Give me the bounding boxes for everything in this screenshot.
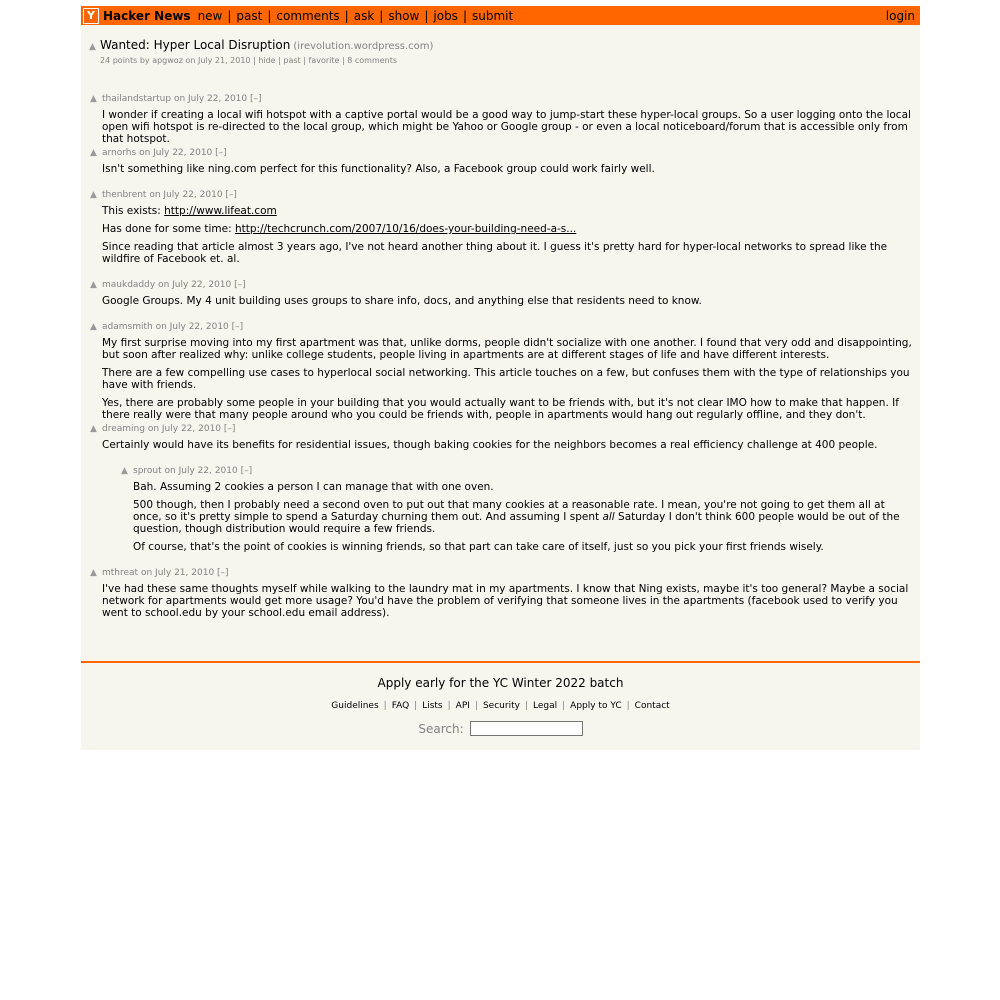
collapse-toggle[interactable]: [–]: [215, 148, 227, 158]
footer-separator: |: [626, 701, 630, 711]
search-label: Search:: [418, 721, 464, 736]
collapse-toggle[interactable]: [–]: [231, 322, 244, 332]
comment-text: [102, 205, 916, 217]
header-bar: [81, 6, 920, 25]
footer-link-guidelines[interactable]: Guidelines: [331, 701, 379, 711]
comment-header: [90, 322, 916, 332]
y-logo-icon[interactable]: Y: [83, 8, 99, 24]
footer-link-faq[interactable]: FAQ: [391, 701, 410, 711]
comment-time-link[interactable]: on July 22, 2010: [139, 148, 213, 158]
comment-text: I wonder if creating a local wifi hotspot with a captive portal would be a good way to jump-start these hyper-local groups. So a user logging onto the local open wifi hotspot is re-directed to the local group, which might be Yahoo or Google group - or even a local noticeboard/forum that is accessible only from that hotspot.: [102, 109, 911, 145]
nav-comments[interactable]: comments: [276, 8, 340, 23]
comment-user-link[interactable]: dreaming: [102, 424, 145, 434]
upvote-arrow-icon[interactable]: ▲: [90, 94, 97, 104]
comment-text: My first surprise moving into my first apartment was that, unlike dorms, people didn't socialize with one another. I found that very odd and disappointing, but soon after realized why: unlike college students, people living in apartments are at different stages of life and have different interests.: [102, 337, 912, 361]
story-comments-link[interactable]: 8 comments: [347, 56, 398, 65]
comment-user-link[interactable]: arnorhs: [102, 148, 137, 158]
comment-time-link[interactable]: on July 22, 2010: [147, 424, 222, 434]
footer: [81, 661, 920, 736]
comment-reply: [121, 466, 916, 559]
footer-link-legal[interactable]: Legal: [532, 701, 558, 711]
nav-separator: |: [424, 8, 429, 23]
comment-time-link[interactable]: on July 22, 2010: [149, 190, 223, 200]
comment-text: Google Groups. My 4 unit building uses groups to share info, docs, and anything else that residents need to know.: [102, 295, 702, 307]
footer-links: [81, 701, 920, 711]
comment-user-link[interactable]: thenbrent: [102, 190, 147, 200]
story-past-link[interactable]: past: [283, 56, 301, 65]
comment-header: [90, 424, 916, 434]
footer-separator: |: [562, 701, 566, 711]
subtext-separator: |: [341, 56, 345, 65]
upvote-arrow-icon[interactable]: ▲: [89, 42, 96, 52]
story-title-link[interactable]: Wanted: Hyper Local Disruption: [100, 38, 291, 52]
collapse-toggle[interactable]: [–]: [225, 190, 237, 200]
search-row: [81, 721, 920, 736]
comment: [90, 424, 916, 457]
comment: [90, 322, 916, 427]
footer-link-api[interactable]: API: [455, 701, 470, 711]
comment-user-link[interactable]: sprout: [133, 466, 162, 476]
comment-body: [102, 163, 916, 175]
subtext-separator: |: [278, 56, 281, 65]
comment-body: [102, 205, 916, 265]
nav-jobs[interactable]: jobs: [433, 8, 458, 23]
footer-separator: |: [524, 701, 528, 711]
comment-body: [102, 295, 916, 307]
external-link[interactable]: http://techcrunch.com/2007/10/16/does-your-building-need-a-s...: [234, 223, 577, 235]
collapse-toggle[interactable]: [–]: [234, 280, 246, 290]
comment-header: [90, 94, 916, 104]
comment-text: Isn't something like ning.com perfect for this functionality? Also, a Facebook group could work fairly well.: [102, 163, 655, 175]
subtext-separator: |: [253, 56, 256, 65]
nav-separator: |: [344, 8, 349, 23]
upvote-arrow-icon[interactable]: ▲: [90, 148, 97, 158]
nav-separator: |: [462, 8, 467, 23]
comment-text: Certainly would have its benefits for residential issues, though baking cookies for the neighbors becomes a real efficiency challenge at 400 people.: [102, 439, 878, 451]
yc-apply-link[interactable]: Apply early for the YC Winter 2022 batch: [377, 676, 624, 690]
comment-time-link[interactable]: on July 22, 2010: [173, 94, 248, 104]
footer-link-lists[interactable]: Lists: [422, 701, 443, 711]
footer-separator: |: [383, 701, 387, 711]
comment-user-link[interactable]: thailandstartup: [102, 94, 172, 104]
collapse-toggle[interactable]: [–]: [223, 424, 236, 434]
comment-time-link[interactable]: on July 22, 2010: [164, 466, 238, 476]
nav-new[interactable]: new: [197, 8, 223, 23]
upvote-arrow-icon[interactable]: ▲: [90, 322, 97, 332]
comment-time-link[interactable]: on July 21, 2010: [140, 568, 215, 578]
external-link[interactable]: http://www.lifeat.com: [164, 205, 277, 217]
login-link[interactable]: login: [885, 9, 915, 23]
comment-text: I've had these same thoughts myself while walking to the laundry mat in my apartments. I know that Ning exists, maybe it's too general? Maybe a social network for apartments would get more usage? You'd have the problem of verifying that someone lives in the apartments (facebook used to verify you went to school.edu by your school.edu email address).: [102, 583, 909, 619]
comment-text: Saturday I don't think 600 people would be out of the question, though distribution would require a few friends.: [133, 511, 900, 535]
nav-ask[interactable]: ask: [353, 8, 375, 23]
comment-time-link[interactable]: on July 22, 2010: [155, 322, 229, 332]
comment-header: [90, 568, 916, 578]
footer-link-security[interactable]: Security: [482, 701, 520, 711]
collapse-toggle[interactable]: [–]: [240, 466, 253, 476]
footer-link-apply-to-yc[interactable]: Apply to YC: [570, 701, 622, 711]
page-container: [81, 6, 920, 750]
comment-text: 500 though, then I probably need a second oven to put out that many cookies at a reasonable rate. I mean, you're not going to get them all at once, so it's pretty simple to spend a Saturday churning them out. And assuming I spent: [133, 499, 885, 523]
comment-body: [102, 337, 916, 421]
comment: [90, 94, 916, 151]
nav-separator: |: [227, 8, 232, 23]
comment-header: [90, 280, 916, 290]
comment-text: Of course, that's the point of cookies is winning friends, so that part can take care of itself, just so you pick your first friends wisely.: [133, 541, 824, 553]
upvote-arrow-icon[interactable]: ▲: [121, 466, 128, 476]
search-input[interactable]: [470, 721, 583, 736]
comment-text: Yes, there are probably some people in your building that you would actually want to be friends with, but it's not clear IMO how to make that happen. If there really were that many people around who you could be friends with, people in apartments would hang out regularly offline, and they don't.: [102, 397, 899, 421]
footer-link-contact[interactable]: Contact: [634, 701, 670, 711]
comment-text: There are a few compelling use cases to hyperlocal social networking. This article touches on a few, but confuses them with the type of relationships you have with friends.: [102, 367, 910, 391]
upvote-arrow-icon[interactable]: ▲: [90, 280, 97, 290]
site-name-link[interactable]: Hacker News: [103, 8, 191, 23]
nav-separator: |: [267, 8, 272, 23]
comment-text: Bah. Assuming 2 cookies a person I can manage that with one oven.: [133, 481, 494, 493]
comment-body: [102, 109, 916, 145]
comment-user-link[interactable]: mthreat: [102, 568, 139, 578]
story-subtext: [100, 56, 920, 65]
comment: [90, 190, 916, 271]
comment-text: [133, 499, 916, 535]
comment-text: This exists:: [102, 205, 165, 217]
upvote-arrow-icon[interactable]: ▲: [90, 568, 97, 578]
footer-separator: |: [447, 701, 451, 711]
subtext-separator: |: [303, 56, 306, 65]
upvote-arrow-icon[interactable]: ▲: [90, 424, 97, 434]
comment-user-link[interactable]: adamsmith: [102, 322, 153, 332]
story-hide-link[interactable]: hide: [258, 56, 276, 65]
story-favorite-link[interactable]: favorite: [308, 56, 340, 65]
comment-body: [102, 439, 916, 451]
comment-header: [121, 466, 916, 476]
comment: [90, 568, 916, 625]
story-by: by: [139, 56, 150, 65]
nav-separator: |: [379, 8, 384, 23]
comment-header: [90, 190, 916, 200]
comment-body: [133, 481, 916, 553]
story-item: [81, 25, 920, 65]
comment-body: [102, 583, 916, 619]
story-user-link[interactable]: apgwoz: [152, 56, 183, 65]
story-time-link[interactable]: on July 21, 2010: [185, 56, 251, 65]
comment: [90, 148, 916, 181]
nav-submit[interactable]: submit: [471, 8, 514, 23]
comment-text: Since reading that article almost 3 years ago, I've not heard another thing about it. I guess it's pretty hard for hyper-local networks to spread like the wildfire of Facebook et. al.: [102, 241, 888, 265]
collapse-toggle[interactable]: [–]: [250, 94, 262, 104]
comment-text: [102, 223, 916, 235]
comment-user-link[interactable]: maukdaddy: [102, 280, 156, 290]
nav-past[interactable]: past: [236, 8, 263, 23]
nav-show[interactable]: show: [388, 8, 420, 23]
collapse-toggle[interactable]: [–]: [217, 568, 229, 578]
comment: [90, 280, 916, 313]
emphasis-text: all: [602, 511, 615, 523]
comment-header: [90, 148, 916, 158]
story-points: 24 points: [100, 56, 138, 65]
footer-separator: |: [474, 701, 478, 711]
footer-separator: |: [414, 701, 418, 711]
comment-text: Has done for some time:: [102, 223, 235, 235]
upvote-arrow-icon[interactable]: ▲: [90, 190, 97, 200]
comment-time-link[interactable]: on July 22, 2010: [158, 280, 232, 290]
story-site-link[interactable]: (irevolution.wordpress.com): [293, 41, 434, 52]
